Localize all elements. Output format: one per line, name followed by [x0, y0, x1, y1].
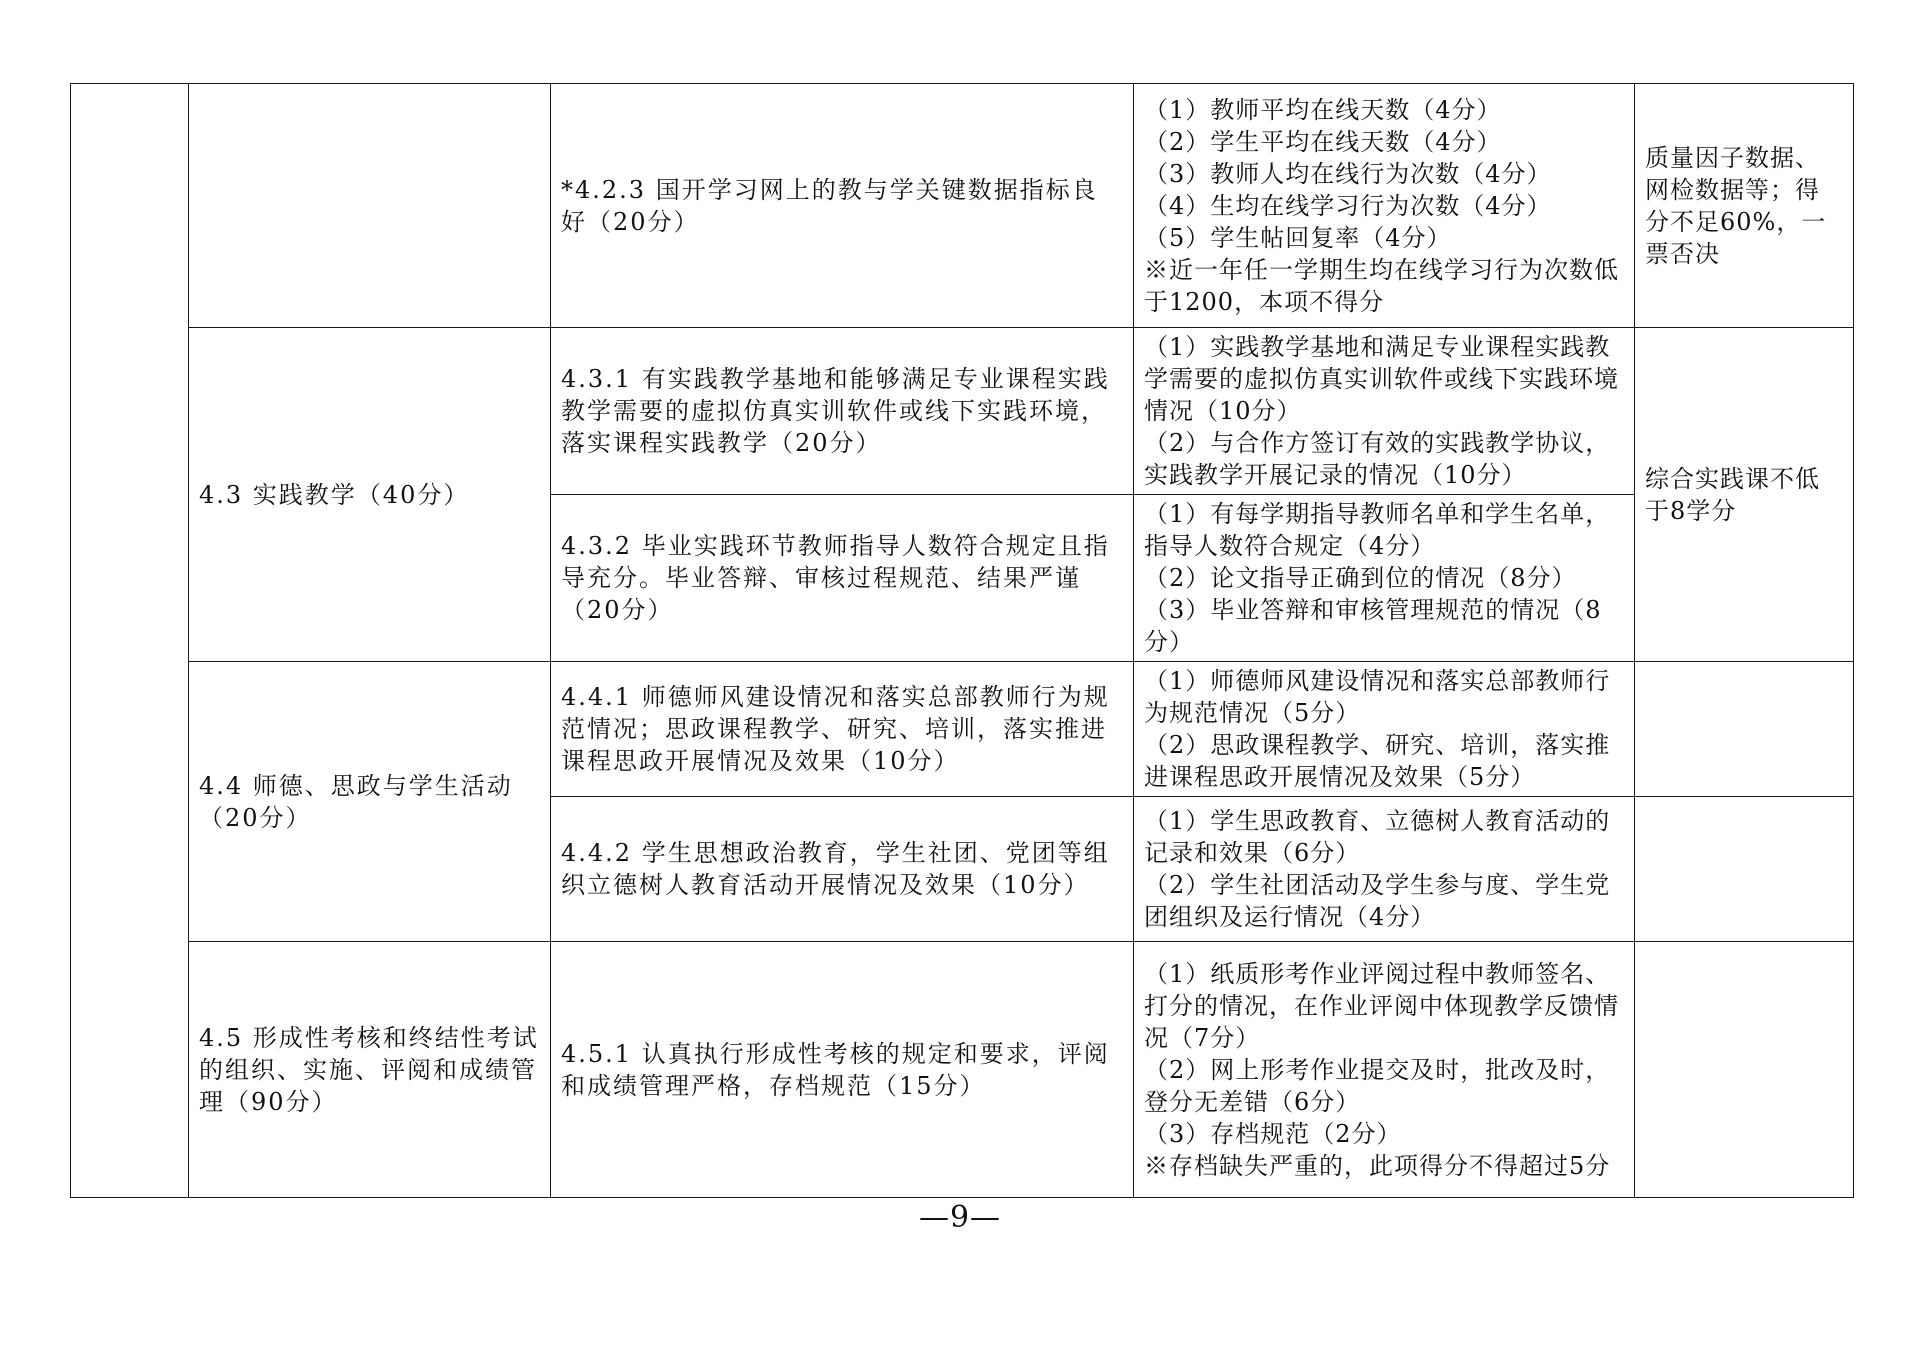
table-row: [71, 328, 1854, 495]
page-number: —9—: [918, 1200, 1002, 1235]
primary-category-cell: [71, 84, 189, 1198]
scoring-point: （1）教师平均在线天数（4分）: [1144, 95, 1502, 124]
indicator-cell: *4.2.3 国开学习网上的教与学关键数据指标良好（20分）: [551, 84, 1134, 328]
scoring-point: （2）与合作方签订有效的实践教学协议，实践教学开展记录的情况（10分）: [1144, 429, 1611, 489]
scoring-points-cell: [1134, 495, 1635, 662]
table-row: [71, 662, 1854, 797]
note-cell: [1635, 797, 1854, 942]
scoring-point: ※存档缺失严重的，此项得分不得超过5分: [1144, 1151, 1611, 1180]
table-row: [71, 84, 1854, 328]
scoring-point: （2）网上形考作业提交及时，批改及时，登分无差错（6分）: [1144, 1055, 1611, 1116]
scoring-point: ※近一年任一学期生均在线学习行为次数低于1200，本项不得分: [1144, 255, 1619, 316]
scoring-point: （1）纸质形考作业评阅过程中教师签名、打分的情况，在作业评阅中体现教学反馈情况（7分）: [1144, 959, 1619, 1052]
note-cell: [1635, 662, 1854, 797]
indicator-cell: 4.4.2 学生思想政治教育，学生社团、党团等组织立德树人教育活动开展情况及效果（10分）: [551, 797, 1134, 942]
sub-category-cell: 4.5 形成性考核和终结性考试的组织、实施、评阅和成绩管理（90分）: [189, 942, 551, 1198]
scoring-point: （3）存档规范（2分）: [1144, 1119, 1402, 1148]
scoring-point: （1）学生思政教育、立德树人教育活动的记录和效果（6分）: [1144, 807, 1611, 867]
scoring-points-cell: [1134, 942, 1635, 1198]
note-cell: 综合实践课不低于8学分: [1635, 328, 1854, 662]
indicator-cell: 4.4.1 师德师风建设情况和落实总部教师行为规范情况；思政课程教学、研究、培训，落实推进课程思政开展情况及效果（10分）: [551, 662, 1134, 797]
indicator-cell: 4.3.1 有实践教学基地和能够满足专业课程实践教学需要的虚拟仿真实训软件或线下实践环境，落实课程实践教学（20分）: [551, 328, 1134, 495]
scoring-points-cell: [1134, 662, 1635, 797]
scoring-points-cell: [1134, 328, 1635, 495]
evaluation-table: [70, 83, 1854, 1198]
scoring-point: （1）实践教学基地和满足专业课程实践教学需要的虚拟仿真实训软件或线下实践环境情况（10分）: [1144, 333, 1619, 425]
note-cell: [1635, 942, 1854, 1198]
scoring-point: （4）生均在线学习行为次数（4分）: [1144, 191, 1552, 220]
scoring-point: （3）教师人均在线行为次数（4分）: [1144, 159, 1552, 188]
sub-category-cell: [189, 84, 551, 328]
scoring-point: （3）毕业答辩和审核管理规范的情况（8分）: [1144, 596, 1602, 656]
scoring-point: （2）学生平均在线天数（4分）: [1144, 127, 1502, 156]
sub-category-cell: 4.3 实践教学（40分）: [189, 328, 551, 662]
indicator-cell: 4.3.2 毕业实践环节教师指导人数符合规定且指导充分。毕业答辩、审核过程规范、结果严谨（20分）: [551, 495, 1134, 662]
scoring-point: （1）有每学期指导教师名单和学生名单，指导人数符合规定（4分）: [1144, 500, 1611, 560]
indicator-cell: 4.5.1 认真执行形成性考核的规定和要求，评阅和成绩管理严格，存档规范（15分）: [551, 942, 1134, 1198]
scoring-points-cell: [1134, 84, 1635, 328]
note-cell: 质量因子数据、网检数据等；得分不足60%，一票否决: [1635, 84, 1854, 328]
scoring-point: （2）论文指导正确到位的情况（8分）: [1144, 564, 1577, 592]
scoring-point: （2）思政课程教学、研究、培训，落实推进课程思政开展情况及效果（5分）: [1144, 731, 1611, 791]
scoring-point: （2）学生社团活动及学生参与度、学生党团组织及运行情况（4分）: [1144, 871, 1611, 931]
scoring-point: （5）学生帖回复率（4分）: [1144, 223, 1452, 252]
sub-category-cell: 4.4 师德、思政与学生活动（20分）: [189, 662, 551, 942]
scoring-points-cell: [1134, 797, 1635, 942]
table-row: [71, 942, 1854, 1198]
scoring-point: （1）师德师风建设情况和落实总部教师行为规范情况（5分）: [1144, 667, 1611, 727]
